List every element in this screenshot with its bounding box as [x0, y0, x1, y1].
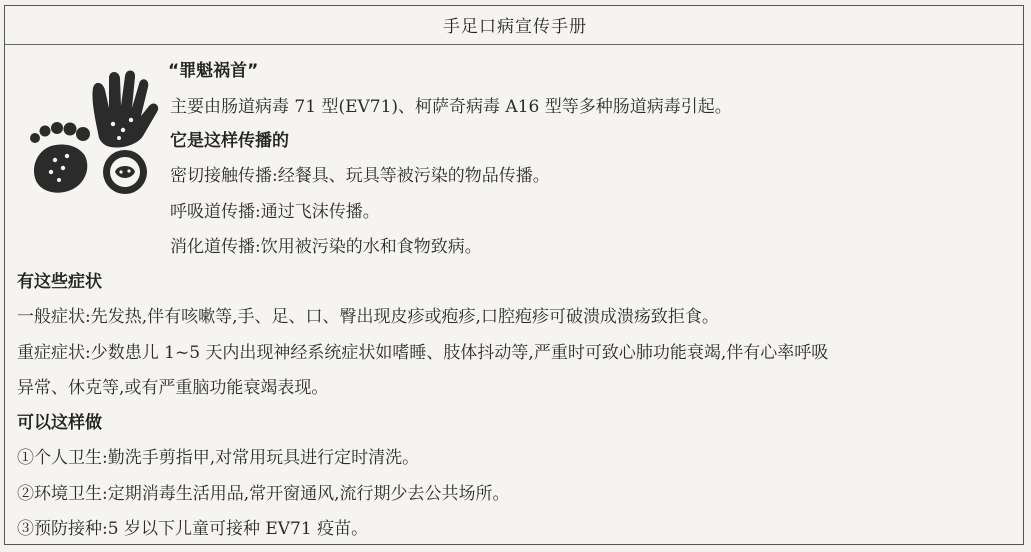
- action-item-1: ①个人卫生:勤洗手剪指甲,对常用玩具进行定时清洗。: [17, 448, 420, 468]
- handbook-frame: [4, 5, 1024, 545]
- hand-foot-mouth-icon: [21, 68, 161, 198]
- symptoms-general: 一般症状:先发热,伴有咳嗽等,手、足、口、臀出现皮疹或疱疹,口腔疱疹可破溃成溃疡致拒食。: [17, 307, 719, 327]
- action-item-3: ③预防接种:5 岁以下儿童可接种 EV71 疫苗。: [17, 519, 369, 539]
- symptoms-severe-line-2: 异常、休克等,或有严重脑功能衰竭表现。: [17, 378, 329, 398]
- spread-item-1: 密切接触传播:经餐具、玩具等被污染的物品传播。: [170, 166, 550, 186]
- intro-text: 主要由肠道病毒 71 型(EV71)、柯萨奇病毒 A16 型等多种肠道病毒引起。: [170, 97, 732, 117]
- symptoms-heading: 有这些症状: [17, 272, 102, 292]
- spread-item-2: 呼吸道传播:通过飞沫传播。: [170, 202, 380, 222]
- symptoms-severe-line-1: 重症症状:少数患儿 1~5 天内出现神经系统症状如嗜睡、肢体抖动等,严重时可致心肺功能衰竭,伴有心率呼吸: [17, 343, 829, 363]
- spread-item-3: 消化道传播:饮用被污染的水和食物致病。: [170, 237, 482, 257]
- spread-heading: 它是这样传播的: [170, 131, 289, 151]
- intro-heading: “罪魁祸首”: [168, 61, 259, 81]
- page-title: 手足口病宣传手册: [443, 17, 587, 37]
- actions-heading: 可以这样做: [17, 413, 102, 433]
- title-divider: [5, 44, 1023, 45]
- action-item-2: ②环境卫生:定期消毒生活用品,常开窗通风,流行期少去公共场所。: [17, 484, 510, 504]
